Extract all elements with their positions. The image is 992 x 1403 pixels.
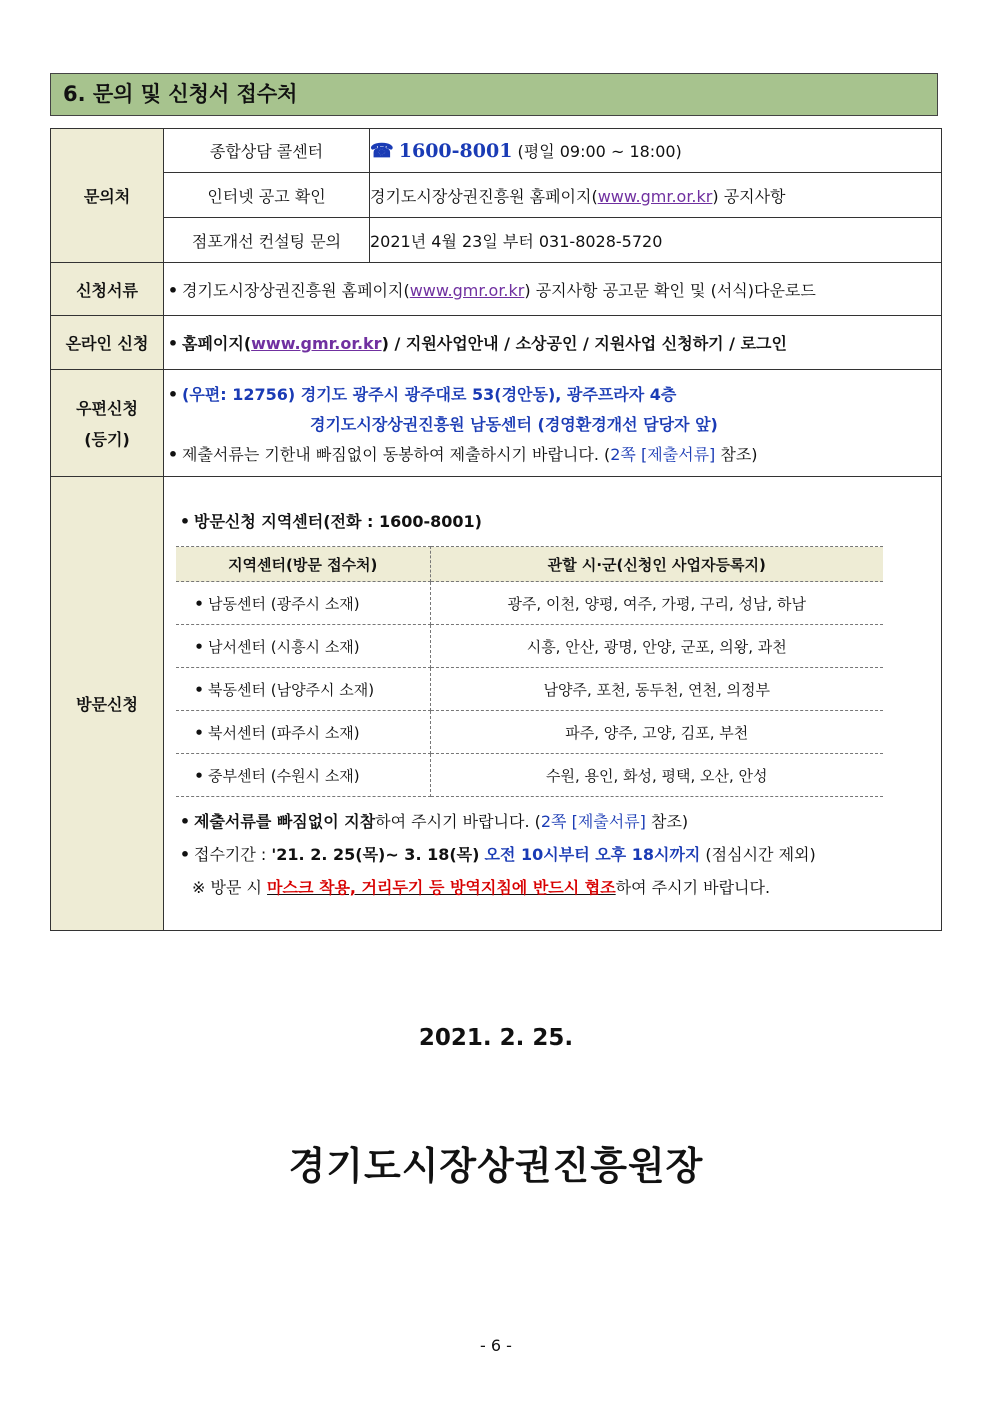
page-number: - 6 - [480, 1336, 512, 1355]
visit-note1-text: 하여 주시기 바랍니다. ( [375, 812, 541, 831]
bullet-icon: • [194, 594, 204, 613]
bullet-icon: • [194, 766, 204, 785]
mail-address-line1 [164, 382, 941, 405]
visit-note2 [176, 842, 941, 865]
visit-note1-suffix: 참조) [645, 812, 689, 831]
callcenter-hours: (평일 09:00 ~ 18:00) [517, 142, 682, 161]
info-table [50, 128, 942, 931]
documents-text: 경기도시장상권진흥원 홈페이지( [182, 280, 410, 300]
mail-note-ref: 2쪽 [제출서류] [610, 444, 716, 464]
mail-address-line2: 경기도시장상권진흥원 남동센터 (경영환경개선 담당자 앞) [310, 414, 718, 434]
bullet-icon: • [167, 280, 179, 300]
center-name: 북서센터 (파주시 소재) [208, 723, 360, 742]
issuing-organization: 경기도시장상권진흥원장 [288, 1144, 704, 1188]
mail-note-suffix: 참조) [715, 444, 758, 464]
documents-label: 신청서류 [51, 263, 164, 316]
visit-period-note: (점심시간 제외) [700, 845, 816, 864]
online-text: 홈페이지( [182, 334, 252, 353]
mail-label-line2: (등기) [84, 430, 130, 449]
internet-notice-value [370, 173, 942, 218]
visit-row [51, 477, 942, 931]
area-cell: 파주, 양주, 고양, 김포, 부천 [430, 711, 883, 754]
area-cell: 시흥, 안산, 광명, 안양, 군포, 의왕, 과천 [430, 625, 883, 668]
internet-notice-label: 인터넷 공고 확인 [164, 173, 370, 218]
table-row [176, 668, 883, 711]
bullet-icon: • [179, 812, 191, 831]
mail-row [51, 370, 942, 477]
mail-label-line1: 우편신청 [76, 399, 138, 418]
internet-notice-text: 경기도시장상권진흥원 홈페이지( [370, 186, 598, 206]
online-path: ) / 지원사업안내 / 소상공인 / 지원사업 신청하기 / 로그인 [381, 334, 787, 353]
table-row [176, 625, 883, 668]
center-name: 북동센터 (남양주시 소재) [208, 680, 375, 699]
mail-note-text: 제출서류는 기한내 빠짐없이 동봉하여 제출하시기 바랍니다. ( [182, 444, 611, 464]
table-row [176, 754, 883, 797]
center-name: 남동센터 (광주시 소재) [208, 594, 360, 613]
visit-period-label: 접수기간 : [194, 845, 272, 864]
center-cell [176, 668, 430, 711]
visit-note3 [176, 875, 941, 898]
document-date: 2021. 2. 25. [418, 1025, 574, 1051]
center-cell [176, 754, 430, 797]
phone-icon: ☎ [370, 140, 394, 162]
visit-note3-warning: 마스크 착용, 거리두기 등 방역지침에 반드시 협조 [267, 878, 616, 897]
online-label: 온라인 신청 [51, 316, 164, 370]
center-cell [176, 625, 430, 668]
inquiry-row-consulting [51, 218, 942, 263]
area-col-header: 관할 시·군(신청인 사업자등록지) [430, 547, 883, 582]
visit-period-dates: '21. 2. 25(목)~ 3. 18(목) [271, 845, 480, 864]
center-table [176, 546, 883, 797]
online-value [164, 316, 942, 370]
inquiry-row-callcenter [51, 129, 942, 173]
inquiry-label: 문의처 [51, 129, 164, 263]
visit-note3-text: ※ 방문 시 [192, 878, 268, 897]
center-col-header: 지역센터(방문 접수처) [176, 547, 430, 582]
center-cell [176, 582, 430, 625]
website-link[interactable]: www.gmr.or.kr [597, 186, 713, 206]
mail-address: (우편: 12756) 경기도 광주시 광주대로 53(경안동), 광주프라자 4층 [182, 384, 677, 404]
table-row [176, 582, 883, 625]
website-link[interactable]: www.gmr.or.kr [409, 280, 525, 300]
center-name: 남서센터 (시흥시 소재) [208, 637, 360, 656]
bullet-icon: • [167, 334, 179, 353]
visit-note3-suffix: 하여 주시기 바랍니다. [615, 878, 771, 897]
bullet-icon: • [194, 723, 204, 742]
area-cell: 수원, 용인, 화성, 평택, 오산, 안성 [430, 754, 883, 797]
online-row [51, 316, 942, 370]
bullet-icon: • [167, 444, 179, 464]
center-name: 중부센터 (수원시 소재) [208, 766, 360, 785]
visit-note1 [176, 809, 941, 832]
area-cell: 광주, 이천, 양평, 여주, 가평, 구리, 성남, 하남 [430, 582, 883, 625]
callcenter-phone[interactable]: 1600-8001 [398, 140, 513, 162]
bullet-icon: • [179, 512, 191, 531]
bullet-icon: • [167, 384, 179, 404]
consulting-value: 2021년 4월 23일 부터 031-8028-5720 [370, 218, 942, 263]
bullet-icon: • [194, 637, 204, 656]
visit-note1-ref: 2쪽 [제출서류] [540, 812, 646, 831]
bullet-icon: • [179, 845, 191, 864]
visit-label: 방문신청 [51, 477, 164, 931]
documents-row [51, 263, 942, 316]
visit-value [164, 477, 942, 931]
center-table-header [176, 547, 883, 582]
callcenter-value [370, 129, 942, 173]
center-cell [176, 711, 430, 754]
section-title: 6. 문의 및 신청서 접수처 [50, 73, 938, 116]
internet-notice-suffix: ) 공지사항 [712, 186, 786, 206]
visit-note1-bold: 제출서류를 빠짐없이 지참 [194, 812, 376, 831]
callcenter-label: 종합상담 콜센터 [164, 129, 370, 173]
visit-period-time: 오전 10시부터 오후 18시까지 [484, 845, 701, 864]
mail-label [51, 370, 164, 477]
bullet-icon: • [194, 680, 204, 699]
visit-heading [176, 509, 941, 532]
website-link[interactable]: www.gmr.or.kr [251, 334, 382, 353]
documents-suffix: ) 공지사항 공고문 확인 및 (서식)다운로드 [524, 280, 816, 300]
visit-heading-text: 방문신청 지역센터(전화 : 1600-8001) [194, 512, 482, 531]
table-row [176, 711, 883, 754]
inquiry-row-internet [51, 173, 942, 218]
mail-note [164, 442, 941, 465]
consulting-label: 점포개선 컨설팅 문의 [164, 218, 370, 263]
documents-value [164, 263, 942, 316]
mail-value [164, 370, 942, 477]
area-cell: 남양주, 포천, 동두천, 연천, 의정부 [430, 668, 883, 711]
